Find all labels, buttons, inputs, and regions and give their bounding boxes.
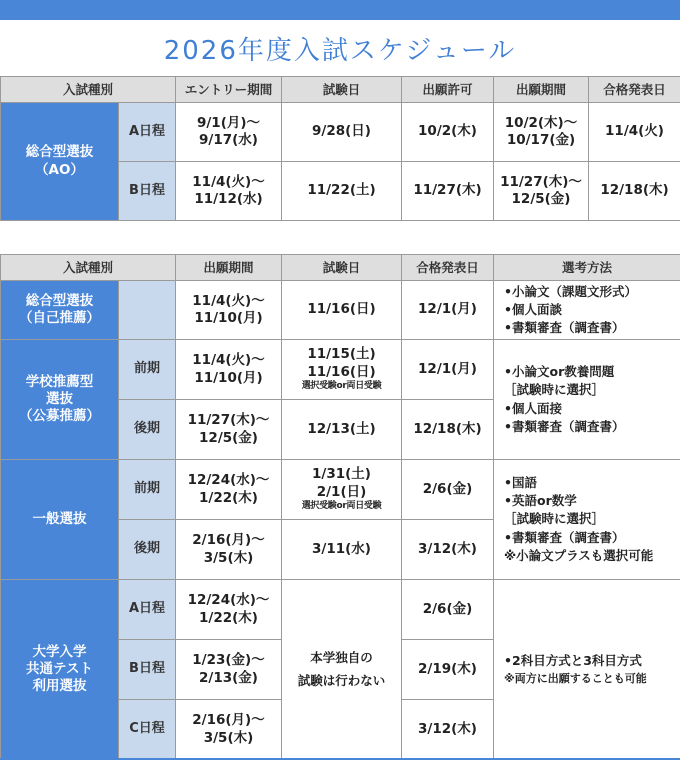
round-label: B日程 — [119, 162, 176, 221]
category-cell — [1, 103, 119, 221]
apply-cell: 12/24(水)～ 1/22(木) — [176, 580, 282, 640]
table-row — [1, 281, 680, 340]
apply-cell: 11/4(火)～ 11/10(月) — [176, 281, 282, 340]
round-label: 後期 — [119, 400, 176, 460]
entry-cell: 11/4(火)～ 11/12(水) — [176, 162, 282, 221]
round-label: 前期 — [119, 460, 176, 520]
category-cell: 学校推薦型 選抜 （公募推薦） — [1, 340, 119, 460]
apply-cell: 11/27(木)～ 12/5(金) — [176, 400, 282, 460]
method-cell: •国語 •英語or数学 ［試験時に選択］ •書類審査（調査書） ※小論文プラスも選択可能 — [494, 460, 680, 580]
exam-cell: 本学独自の 試験は行わない — [282, 580, 402, 760]
table-header-row — [1, 77, 680, 103]
round-label — [119, 281, 176, 340]
exam-note: 選択受験or両日受験 — [301, 381, 382, 391]
round-label: 前期 — [119, 340, 176, 400]
header-result-date: 合格発表日 — [402, 255, 494, 281]
result-cell: 11/4(火) — [589, 103, 680, 162]
permit-cell: 11/27(木) — [402, 162, 494, 221]
schedule-table-ao — [0, 76, 680, 221]
header-exam-type: 入試種別 — [1, 77, 176, 103]
category-label: 総合型選抜 — [25, 144, 94, 161]
header-permit: 出願許可 — [402, 77, 494, 103]
exam-cell: 3/11(水) — [282, 520, 402, 580]
result-cell: 3/12(木) — [402, 520, 494, 580]
table-row — [1, 580, 680, 640]
category-cell: 大学入学 共通テスト 利用選抜 — [1, 580, 119, 760]
apply-cell: 11/4(火)～ 11/10(月) — [176, 340, 282, 400]
method-cell: •小論文（課題文形式） •個人面談 •書類審査（調査書） — [494, 281, 680, 340]
result-cell: 12/18(木) — [589, 162, 680, 221]
header-exam-date: 試験日 — [282, 77, 402, 103]
table-header-row — [1, 255, 680, 281]
table-row — [1, 103, 680, 162]
exam-cell: 11/22(土) — [282, 162, 402, 221]
method-cell: •2科目方式と3科目方式 ※両方に出願することも可能 — [494, 580, 680, 760]
category-cell: 総合型選抜 （自己推薦） — [1, 281, 119, 340]
apply-cell: 12/24(水)～ 1/22(木) — [176, 460, 282, 520]
header-exam-type: 入試種別 — [1, 255, 176, 281]
header-entry-period: エントリー期間 — [176, 77, 282, 103]
round-label: A日程 — [119, 103, 176, 162]
header-apply-period: 出願期間 — [494, 77, 589, 103]
result-cell: 12/1(月) — [402, 281, 494, 340]
apply-cell: 11/27(木)～ 12/5(金) — [494, 162, 589, 221]
apply-cell: 2/16(月)～ 3/5(木) — [176, 520, 282, 580]
round-label: B日程 — [119, 640, 176, 700]
exam-cell: 9/28(日) — [282, 103, 402, 162]
permit-cell: 10/2(木) — [402, 103, 494, 162]
table-row — [1, 460, 680, 520]
exam-cell: 12/13(土) — [282, 400, 402, 460]
header-apply-period: 出願期間 — [176, 255, 282, 281]
result-cell: 2/6(金) — [402, 580, 494, 640]
result-cell: 3/12(木) — [402, 700, 494, 760]
round-label: C日程 — [119, 700, 176, 760]
exam-cell: 11/16(日) — [282, 281, 402, 340]
result-cell: 2/19(木) — [402, 640, 494, 700]
method-cell: •小論文or教養問題 ［試験時に選択］ •個人面接 •書類審査（調査書） — [494, 340, 680, 460]
entry-cell: 9/1(月)～ 9/17(水) — [176, 103, 282, 162]
page-title: 2026年度入試スケジュール — [163, 35, 517, 66]
exam-cell: 11/15(土) 11/16(日) 選択受験or両日受験 — [282, 340, 402, 400]
result-cell: 12/18(木) — [402, 400, 494, 460]
apply-cell: 1/23(金)～ 2/13(金) — [176, 640, 282, 700]
round-label: A日程 — [119, 580, 176, 640]
result-cell: 12/1(月) — [402, 340, 494, 400]
table-row — [1, 340, 680, 400]
category-sublabel: （AO） — [35, 161, 84, 178]
category-cell: 一般選抜 — [1, 460, 119, 580]
header-exam-date: 試験日 — [282, 255, 402, 281]
top-accent-bar — [0, 0, 680, 20]
header-result-date: 合格発表日 — [589, 77, 680, 103]
result-cell: 2/6(金) — [402, 460, 494, 520]
apply-cell: 10/2(木)～ 10/17(金) — [494, 103, 589, 162]
exam-note: 選択受験or両日受験 — [301, 501, 382, 511]
exam-cell: 1/31(土) 2/1(日) 選択受験or両日受験 — [282, 460, 402, 520]
schedule-table-main — [0, 254, 680, 760]
round-label: 後期 — [119, 520, 176, 580]
apply-cell: 2/16(月)～ 3/5(木) — [176, 700, 282, 760]
header-selection-method: 選考方法 — [494, 255, 680, 281]
